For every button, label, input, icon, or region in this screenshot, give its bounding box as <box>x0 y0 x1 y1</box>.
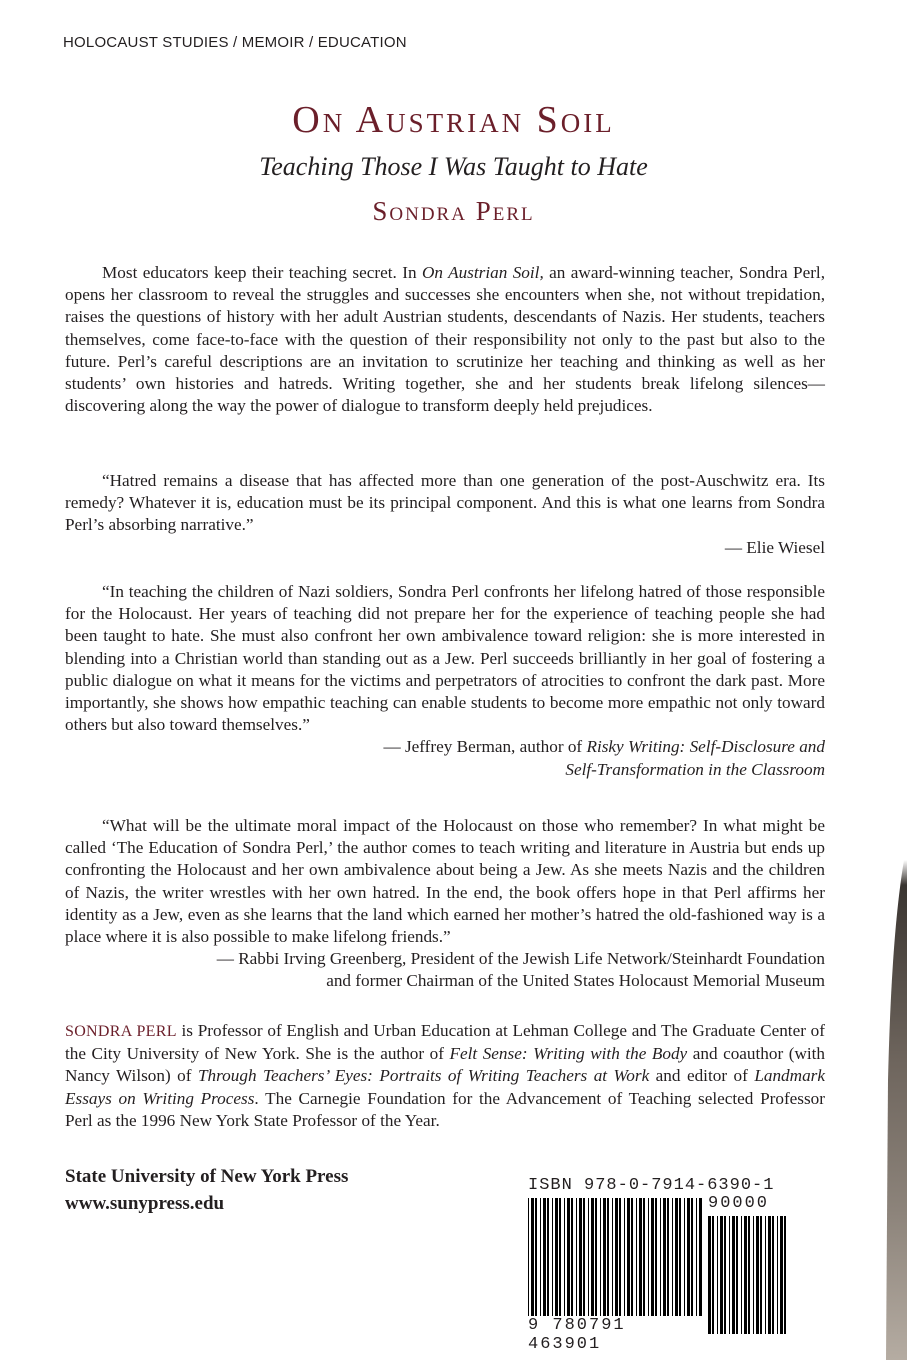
quote-greenberg-attribution-line2: and former Chairman of the United States Holocaust Memorial Museum <box>326 971 825 991</box>
barcode-bar <box>639 1198 642 1316</box>
barcode-bar <box>765 1216 766 1334</box>
barcode-bar <box>564 1198 565 1316</box>
barcode-bar <box>756 1216 759 1334</box>
publisher-block <box>65 1163 348 1217</box>
barcode-bar <box>660 1198 661 1316</box>
barcode-bar <box>675 1198 678 1316</box>
barcode-bar <box>648 1198 649 1316</box>
barcode-bar <box>691 1198 693 1316</box>
category-line: HOLOCAUST STUDIES / MEMOIR / EDUCATION <box>63 34 407 51</box>
barcode-bar <box>696 1198 697 1316</box>
barcode-bar <box>753 1216 754 1334</box>
barcode-bar <box>624 1198 625 1316</box>
barcode-bar <box>699 1198 702 1316</box>
description-text-a: Most educators keep their teaching secret. In <box>102 263 422 282</box>
barcode-bar <box>531 1198 534 1316</box>
barcode-bar <box>655 1198 657 1316</box>
barcode-bar <box>547 1198 549 1316</box>
barcode-bar <box>595 1198 597 1316</box>
barcode-bar <box>571 1198 573 1316</box>
barcode-bar <box>748 1216 750 1334</box>
cover-photo-edge <box>884 860 907 1360</box>
isbn-label: ISBN 978-0-7914-6390-1 <box>528 1176 775 1195</box>
barcode-bar <box>687 1198 690 1316</box>
barcode-bar <box>672 1198 673 1316</box>
author-bio <box>65 1020 825 1132</box>
barcode-bar <box>552 1198 553 1316</box>
barcode-bar <box>559 1198 561 1316</box>
bio-text-b: and coauthor (with Nancy Wilson) of <box>65 1044 826 1086</box>
publisher-name: State University of New York Press <box>65 1166 349 1187</box>
quote-greenberg <box>65 815 825 993</box>
barcode-bar <box>744 1216 747 1334</box>
barcode-bar <box>631 1198 633 1316</box>
barcode-bar <box>651 1198 654 1316</box>
barcode-bar <box>663 1198 666 1316</box>
description-text-b: an award-winning teacher, Sondra Perl, opens her classroom to reveal the struggles and successes she encounters when she, not without trepidation, raises the questions of history with her adult Austrian students, descendants of Nazis. Her students, teachers themselves, come face-to-face with the question of their responsibility not only to the past but also to the future. Perl’s careful descriptions are an invitation to scrutinize her teaching and thinking as well as her students’ own histories and hatreds. Writing together, she and her students break lifelong silences—discovering along the way the power of dialogue to transform deeply held prejudices. <box>65 263 825 416</box>
barcode-bar <box>555 1198 558 1316</box>
quote-wiesel-attribution: — Elie Wiesel <box>724 537 825 557</box>
barcode-bar <box>724 1216 726 1334</box>
quote-wiesel-text: “Hatred remains a disease that has affected more than one generation of the post-Auschwitz era. Its remedy? Whatever it is, education must be its principal component. And this is what one learns from Sondra Perl’s absorbing narrative.” <box>65 471 825 535</box>
barcode-bar <box>588 1198 589 1316</box>
barcode-bar <box>784 1216 786 1334</box>
barcode-bar <box>528 1198 529 1316</box>
barcode-bar <box>777 1216 778 1334</box>
quote-greenberg-attribution: — Rabbi Irving Greenberg, President of the Jewish Life Network/Steinhardt Foundation <box>216 949 825 969</box>
publisher-url: www.sunypress.edu <box>65 1193 225 1214</box>
bio-text-a: is Professor of English and Urban Education at Lehman College and The Graduate Center of the City University of New York. She is the author of <box>65 1021 825 1064</box>
book-subtitle: Teaching Those I Was Taught to Hate <box>259 152 648 181</box>
addon-barcode-bars <box>708 1216 786 1334</box>
bio-text-c: and editor of <box>649 1066 755 1086</box>
barcode-bar <box>741 1216 742 1334</box>
barcode-bar <box>619 1198 621 1316</box>
barcode-bar <box>636 1198 637 1316</box>
barcode-bar <box>760 1216 762 1334</box>
description-block <box>65 262 825 417</box>
barcode-bar <box>607 1198 609 1316</box>
barcode-bar <box>612 1198 613 1316</box>
barcode-bar <box>543 1198 546 1316</box>
barcode-bar <box>729 1216 730 1334</box>
barcode-bar <box>667 1198 669 1316</box>
barcode-bar <box>535 1198 537 1316</box>
barcode-bar <box>736 1216 738 1334</box>
bio-paragraph <box>65 1020 825 1132</box>
barcode-bar <box>603 1198 606 1316</box>
barcode-bar <box>540 1198 541 1316</box>
quote-wiesel <box>65 470 825 559</box>
barcode-bar <box>615 1198 618 1316</box>
barcode-bar <box>600 1198 601 1316</box>
barcode-bar <box>780 1216 783 1334</box>
barcode-bar <box>643 1198 645 1316</box>
barcode-bar <box>717 1216 718 1334</box>
ean-digits: 9 780791 463901 <box>528 1316 626 1354</box>
bio-author-name: SONDRA PERL <box>65 1023 177 1040</box>
barcode-bar <box>576 1198 577 1316</box>
attribution-book-title-cont: Self-Transformation in the Classroom <box>565 759 825 779</box>
quote-berman-attribution-line2 <box>65 759 825 781</box>
barcode-bar <box>684 1198 685 1316</box>
barcode-bar <box>772 1216 774 1334</box>
barcode-bar <box>679 1198 681 1316</box>
quote-berman-text: “In teaching the children of Nazi soldiers, Sondra Perl confronts her lifelong hatred of those responsible for the Holocaust. Her years of teaching did not prepare her for the experience of teaching people she had been taught to hate. She must also confront her own ambivalence toward religion: she is more interested in blending into a Christian world than standing out as a Jew. Perl succeeds brilliantly in her goal of fostering a public dialogue on what it means for the victims and perpetrators of atrocities to confront the dark past. More importantly, she shows how empathic teaching can enable students to become more empathic not only toward others but also toward themselves.” <box>65 582 825 735</box>
barcode-bar <box>732 1216 735 1334</box>
book-author: Sondra Perl <box>372 196 535 226</box>
attribution-book-title: Risky Writing: Self-Disclosure and <box>586 737 825 757</box>
quote-berman-attribution <box>65 736 825 758</box>
barcode-bar <box>579 1198 582 1316</box>
quote-berman <box>65 581 825 781</box>
description-book-title: On Austrian Soil, <box>421 263 544 282</box>
quote-greenberg-text: “What will be the ultimate moral impact of the Holocaust on those who remember? In what might be called ‘The Education of Sondra Perl,’ the author comes to teach writing and literature in Austria but ends up confronting the Holocaust and her own ambivalence about being a Jew. As she meets Nazis and the children of Nazis, the writer wrestles with her own hatred. In the end, the book offers hope in that Perl affirms her identity as a Jew, even as she learns that the land which earned her mother’s hatred the old-fashioned way is a place where it is also possible to make lifelong friends.” <box>65 816 825 947</box>
barcode-bar <box>708 1216 711 1334</box>
barcode-bar <box>712 1216 714 1334</box>
attribution-text: — Jeffrey Berman, author of <box>383 737 587 757</box>
bio-book-2: Through Teachers’ Eyes: Portraits of Writing Teachers at Work <box>197 1066 650 1086</box>
price-code-label: 90000 <box>708 1194 770 1213</box>
barcode-bar <box>768 1216 771 1334</box>
ean-barcode-bars <box>528 1198 703 1316</box>
book-title: On Austrian Soil <box>292 99 615 141</box>
description-paragraph <box>65 262 825 417</box>
bio-text-d: . The Carnegie Foundation for the Advancement of Teaching selected Professor Perl as the 1996 New York State Professor of the Year. <box>65 1088 825 1130</box>
barcode-bar <box>567 1198 570 1316</box>
barcode <box>528 1176 788 1354</box>
barcode-bar <box>583 1198 585 1316</box>
barcode-bar <box>720 1216 723 1334</box>
bio-book-3: Landmark Essays on Writing Process <box>65 1066 825 1108</box>
barcode-bar <box>627 1198 630 1316</box>
bio-book-1: Felt Sense: Writing with the Body <box>449 1044 688 1064</box>
barcode-bar <box>591 1198 594 1316</box>
